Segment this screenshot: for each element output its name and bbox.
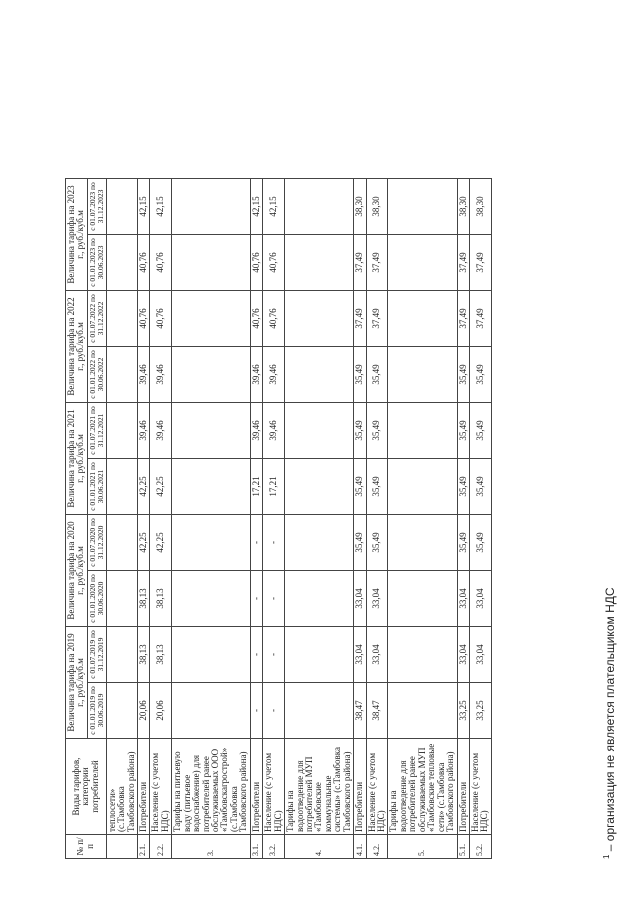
- tariff-value: 35,49: [354, 347, 366, 403]
- tariff-value: 33,04: [354, 571, 366, 627]
- row-kind: Тарифы на водоотведение для потребителей МУП «Тамбовские коммунальные системы» (с.Тамбовка Тамбовского района): [285, 739, 354, 835]
- row-kind: Потребители: [250, 739, 262, 835]
- tariff-value: 33,04: [366, 571, 388, 627]
- tariff-value: 39,46: [250, 403, 262, 459]
- tariff-value: 33,04: [469, 627, 491, 683]
- tariff-value: [106, 459, 137, 515]
- row-kind: Потребители: [354, 739, 366, 835]
- row-number: 4.2.: [366, 835, 388, 859]
- tariff-value: [388, 627, 457, 683]
- tariff-value: 38,30: [366, 179, 388, 235]
- tariff-value: -: [250, 515, 262, 571]
- tariff-value: [172, 459, 251, 515]
- tariff-value: 40,76: [150, 291, 172, 347]
- tariff-value: [106, 235, 137, 291]
- tariff-value: 39,46: [137, 403, 149, 459]
- tariff-value: 33,04: [457, 627, 469, 683]
- tariff-value: 40,76: [137, 291, 149, 347]
- tariff-value: 33,04: [366, 627, 388, 683]
- tariff-value: 33,04: [469, 571, 491, 627]
- table-row: [457, 179, 469, 859]
- tariff-value: 42,25: [137, 515, 149, 571]
- tariff-value: [285, 347, 354, 403]
- tariff-value: 35,49: [366, 515, 388, 571]
- tariff-value: -: [250, 627, 262, 683]
- tariff-value: [172, 347, 251, 403]
- tariff-value: 20,06: [150, 683, 172, 739]
- tariff-value: 37,49: [366, 291, 388, 347]
- table-row: [388, 179, 457, 859]
- tariff-value: 42,15: [137, 179, 149, 235]
- table-row: [250, 179, 262, 859]
- tariff-value: [388, 515, 457, 571]
- tariff-value: 20,06: [137, 683, 149, 739]
- tariff-value: 38,30: [457, 179, 469, 235]
- row-kind: Население (с учетом НДС): [150, 739, 172, 835]
- row-number: [106, 835, 137, 859]
- tariff-value: [285, 627, 354, 683]
- tariff-value: [285, 403, 354, 459]
- tariff-value: 39,46: [250, 347, 262, 403]
- header-kind: Виды тарифов, категории потребителей: [66, 739, 107, 835]
- tariff-value: [285, 459, 354, 515]
- tariff-value: 35,49: [469, 347, 491, 403]
- table-row: [106, 179, 137, 859]
- tariff-value: 38,30: [469, 179, 491, 235]
- row-kind: Тарифы на водоотведение для потребителей ранее обслуживаемых МУП «Тамбовские тепловые сети» (с.Тамбовка Тамбовского района): [388, 739, 457, 835]
- row-number: 4.1.: [354, 835, 366, 859]
- tariff-value: [388, 459, 457, 515]
- header-year-2023: Величина тарифа на 2023 г., руб./куб.м: [66, 179, 88, 291]
- header-period: с 01.07.2022 по 31.12.2022: [87, 291, 106, 347]
- tariff-value: -: [263, 683, 285, 739]
- tariff-value: 42,15: [150, 179, 172, 235]
- tariff-value: [285, 235, 354, 291]
- row-kind: Тарифы на питьевую воду (питьевое водоснабжение) для потребителей ранее обслуживаемых ООО «Тамбовскагрострой» (с.Тамбовка Тамбовского района): [172, 739, 251, 835]
- tariff-value: -: [263, 627, 285, 683]
- header-no: № п/п: [66, 835, 107, 859]
- table-row: [137, 179, 149, 859]
- tariff-value: 33,25: [469, 683, 491, 739]
- tariff-value: [388, 291, 457, 347]
- tariff-value: 39,46: [137, 347, 149, 403]
- tariff-value: -: [250, 571, 262, 627]
- tariff-value: 39,46: [150, 403, 172, 459]
- table-body: [106, 179, 491, 859]
- tariff-value: 35,49: [354, 515, 366, 571]
- tariff-value: [388, 571, 457, 627]
- tariff-value: 35,49: [469, 459, 491, 515]
- header-period: с 01.07.2023 по 31.12.2023: [87, 179, 106, 235]
- tariff-value: 38,13: [137, 627, 149, 683]
- tariff-value: 42,25: [150, 515, 172, 571]
- tariff-value: 35,49: [366, 347, 388, 403]
- tariff-value: 35,49: [366, 459, 388, 515]
- header-year-2022: Величина тарифа на 2022 г., руб./куб.м: [66, 291, 88, 403]
- row-number: 3.1.: [250, 835, 262, 859]
- header-period: с 01.07.2020 по 31.12.2020: [87, 515, 106, 571]
- tariff-value: -: [263, 571, 285, 627]
- tariff-value: 42,25: [150, 459, 172, 515]
- tariff-value: 35,49: [457, 347, 469, 403]
- tariff-value: 37,49: [457, 291, 469, 347]
- tariff-value: [285, 291, 354, 347]
- tariff-value: [172, 235, 251, 291]
- tariff-value: 35,49: [354, 403, 366, 459]
- tariff-value: -: [263, 515, 285, 571]
- tariff-value: 17,21: [263, 459, 285, 515]
- tariff-value: [172, 683, 251, 739]
- table-row: [469, 179, 491, 859]
- tariff-value: 35,49: [469, 403, 491, 459]
- tariff-value: [172, 515, 251, 571]
- tariff-value: [285, 515, 354, 571]
- tariff-value: 33,25: [457, 683, 469, 739]
- tariff-value: 40,76: [250, 235, 262, 291]
- tariff-value: 37,49: [354, 235, 366, 291]
- tariff-value: 35,49: [354, 459, 366, 515]
- row-number: 3.2.: [263, 835, 285, 859]
- tariff-value: [106, 571, 137, 627]
- header-row-years: [66, 179, 88, 859]
- table-row: [172, 179, 251, 859]
- tariff-value: 39,46: [263, 347, 285, 403]
- table-row: [150, 179, 172, 859]
- footnote: [602, 587, 617, 859]
- tariff-value: 38,13: [137, 571, 149, 627]
- header-year-2019: Величина тарифа на 2019 г., руб./куб.м: [66, 627, 88, 739]
- tariff-value: 40,76: [263, 235, 285, 291]
- tariff-value: 42,15: [263, 179, 285, 235]
- header-period: с 01.01.2019 по 30.06.2019: [87, 683, 106, 739]
- tariff-value: 37,49: [457, 235, 469, 291]
- tariff-value: 33,04: [457, 571, 469, 627]
- row-number: 5.: [388, 835, 457, 859]
- footnote-mark: 1: [602, 854, 611, 859]
- row-number: 3.: [172, 835, 251, 859]
- row-kind: теплосети» (с.Тамбовка Тамбовского района): [106, 739, 137, 835]
- tariff-value: -: [250, 683, 262, 739]
- tariff-value: [106, 403, 137, 459]
- tariff-value: [106, 347, 137, 403]
- header-period: с 01.01.2022 по 30.06.2022: [87, 347, 106, 403]
- table-row: [285, 179, 354, 859]
- tariff-value: 35,49: [366, 403, 388, 459]
- header-period: с 01.01.2023 по 30.06.2023: [87, 235, 106, 291]
- tariff-value: 37,49: [469, 291, 491, 347]
- tariff-value: 38,13: [150, 571, 172, 627]
- tariff-value: 39,46: [263, 403, 285, 459]
- tariff-table: [65, 178, 492, 859]
- tariff-value: [172, 571, 251, 627]
- tariff-value: [285, 179, 354, 235]
- tariff-value: [388, 683, 457, 739]
- row-kind: Потребители: [137, 739, 149, 835]
- row-kind: Население (с учетом НДС): [366, 739, 388, 835]
- tariff-value: 38,47: [366, 683, 388, 739]
- tariff-value: 40,76: [250, 291, 262, 347]
- table-row: [354, 179, 366, 859]
- tariff-value: [172, 403, 251, 459]
- tariff-value: 40,76: [263, 291, 285, 347]
- table-row: [263, 179, 285, 859]
- tariff-value: [388, 403, 457, 459]
- tariff-value: 37,49: [366, 235, 388, 291]
- tariff-value: 40,76: [137, 235, 149, 291]
- tariff-value: [388, 179, 457, 235]
- row-number: 2.2.: [150, 835, 172, 859]
- tariff-value: 42,25: [137, 459, 149, 515]
- row-number: 4.: [285, 835, 354, 859]
- tariff-value: [106, 683, 137, 739]
- row-number: 2.1.: [137, 835, 149, 859]
- header-year-2020: Величина тарифа на 2020 г., руб./куб.м: [66, 515, 88, 627]
- tariff-value: 42,15: [250, 179, 262, 235]
- tariff-value: 37,49: [354, 291, 366, 347]
- tariff-value: [388, 235, 457, 291]
- tariff-value: [172, 627, 251, 683]
- row-kind: Население (с учетом НДС): [469, 739, 491, 835]
- row-kind: Население (с учетом НДС): [263, 739, 285, 835]
- header-period: с 01.07.2019 по 31.12.2019: [87, 627, 106, 683]
- tariff-value: 35,49: [457, 515, 469, 571]
- tariff-value: [285, 683, 354, 739]
- header-period: с 01.01.2021 по 30.06.2021: [87, 459, 106, 515]
- tariff-value: [106, 627, 137, 683]
- tariff-value: 35,49: [457, 403, 469, 459]
- footnote-text: – организация не является плательщиком НДС: [603, 587, 617, 852]
- header-period: с 01.07.2021 по 31.12.2021: [87, 403, 106, 459]
- tariff-value: [285, 571, 354, 627]
- tariff-value: [106, 291, 137, 347]
- tariff-value: 35,49: [469, 515, 491, 571]
- tariff-value: [106, 515, 137, 571]
- row-number: 5.2.: [469, 835, 491, 859]
- tariff-value: [106, 179, 137, 235]
- tariff-value: [172, 179, 251, 235]
- tariff-value: 38,30: [354, 179, 366, 235]
- tariff-value: 33,04: [354, 627, 366, 683]
- table-row: [366, 179, 388, 859]
- header-year-2021: Величина тарифа на 2021 г., руб./куб.м: [66, 403, 88, 515]
- tariff-value: 38,47: [354, 683, 366, 739]
- header-period: с 01.01.2020 по 30.06.2020: [87, 571, 106, 627]
- tariff-value: 37,49: [469, 235, 491, 291]
- tariff-value: [388, 347, 457, 403]
- tariff-value: 38,13: [150, 627, 172, 683]
- tariff-value: 40,76: [150, 235, 172, 291]
- tariff-value: [172, 291, 251, 347]
- tariff-value: 17,21: [250, 459, 262, 515]
- tariff-value: 35,49: [457, 459, 469, 515]
- row-number: 5.1.: [457, 835, 469, 859]
- row-kind: Потребители: [457, 739, 469, 835]
- tariff-value: 39,46: [150, 347, 172, 403]
